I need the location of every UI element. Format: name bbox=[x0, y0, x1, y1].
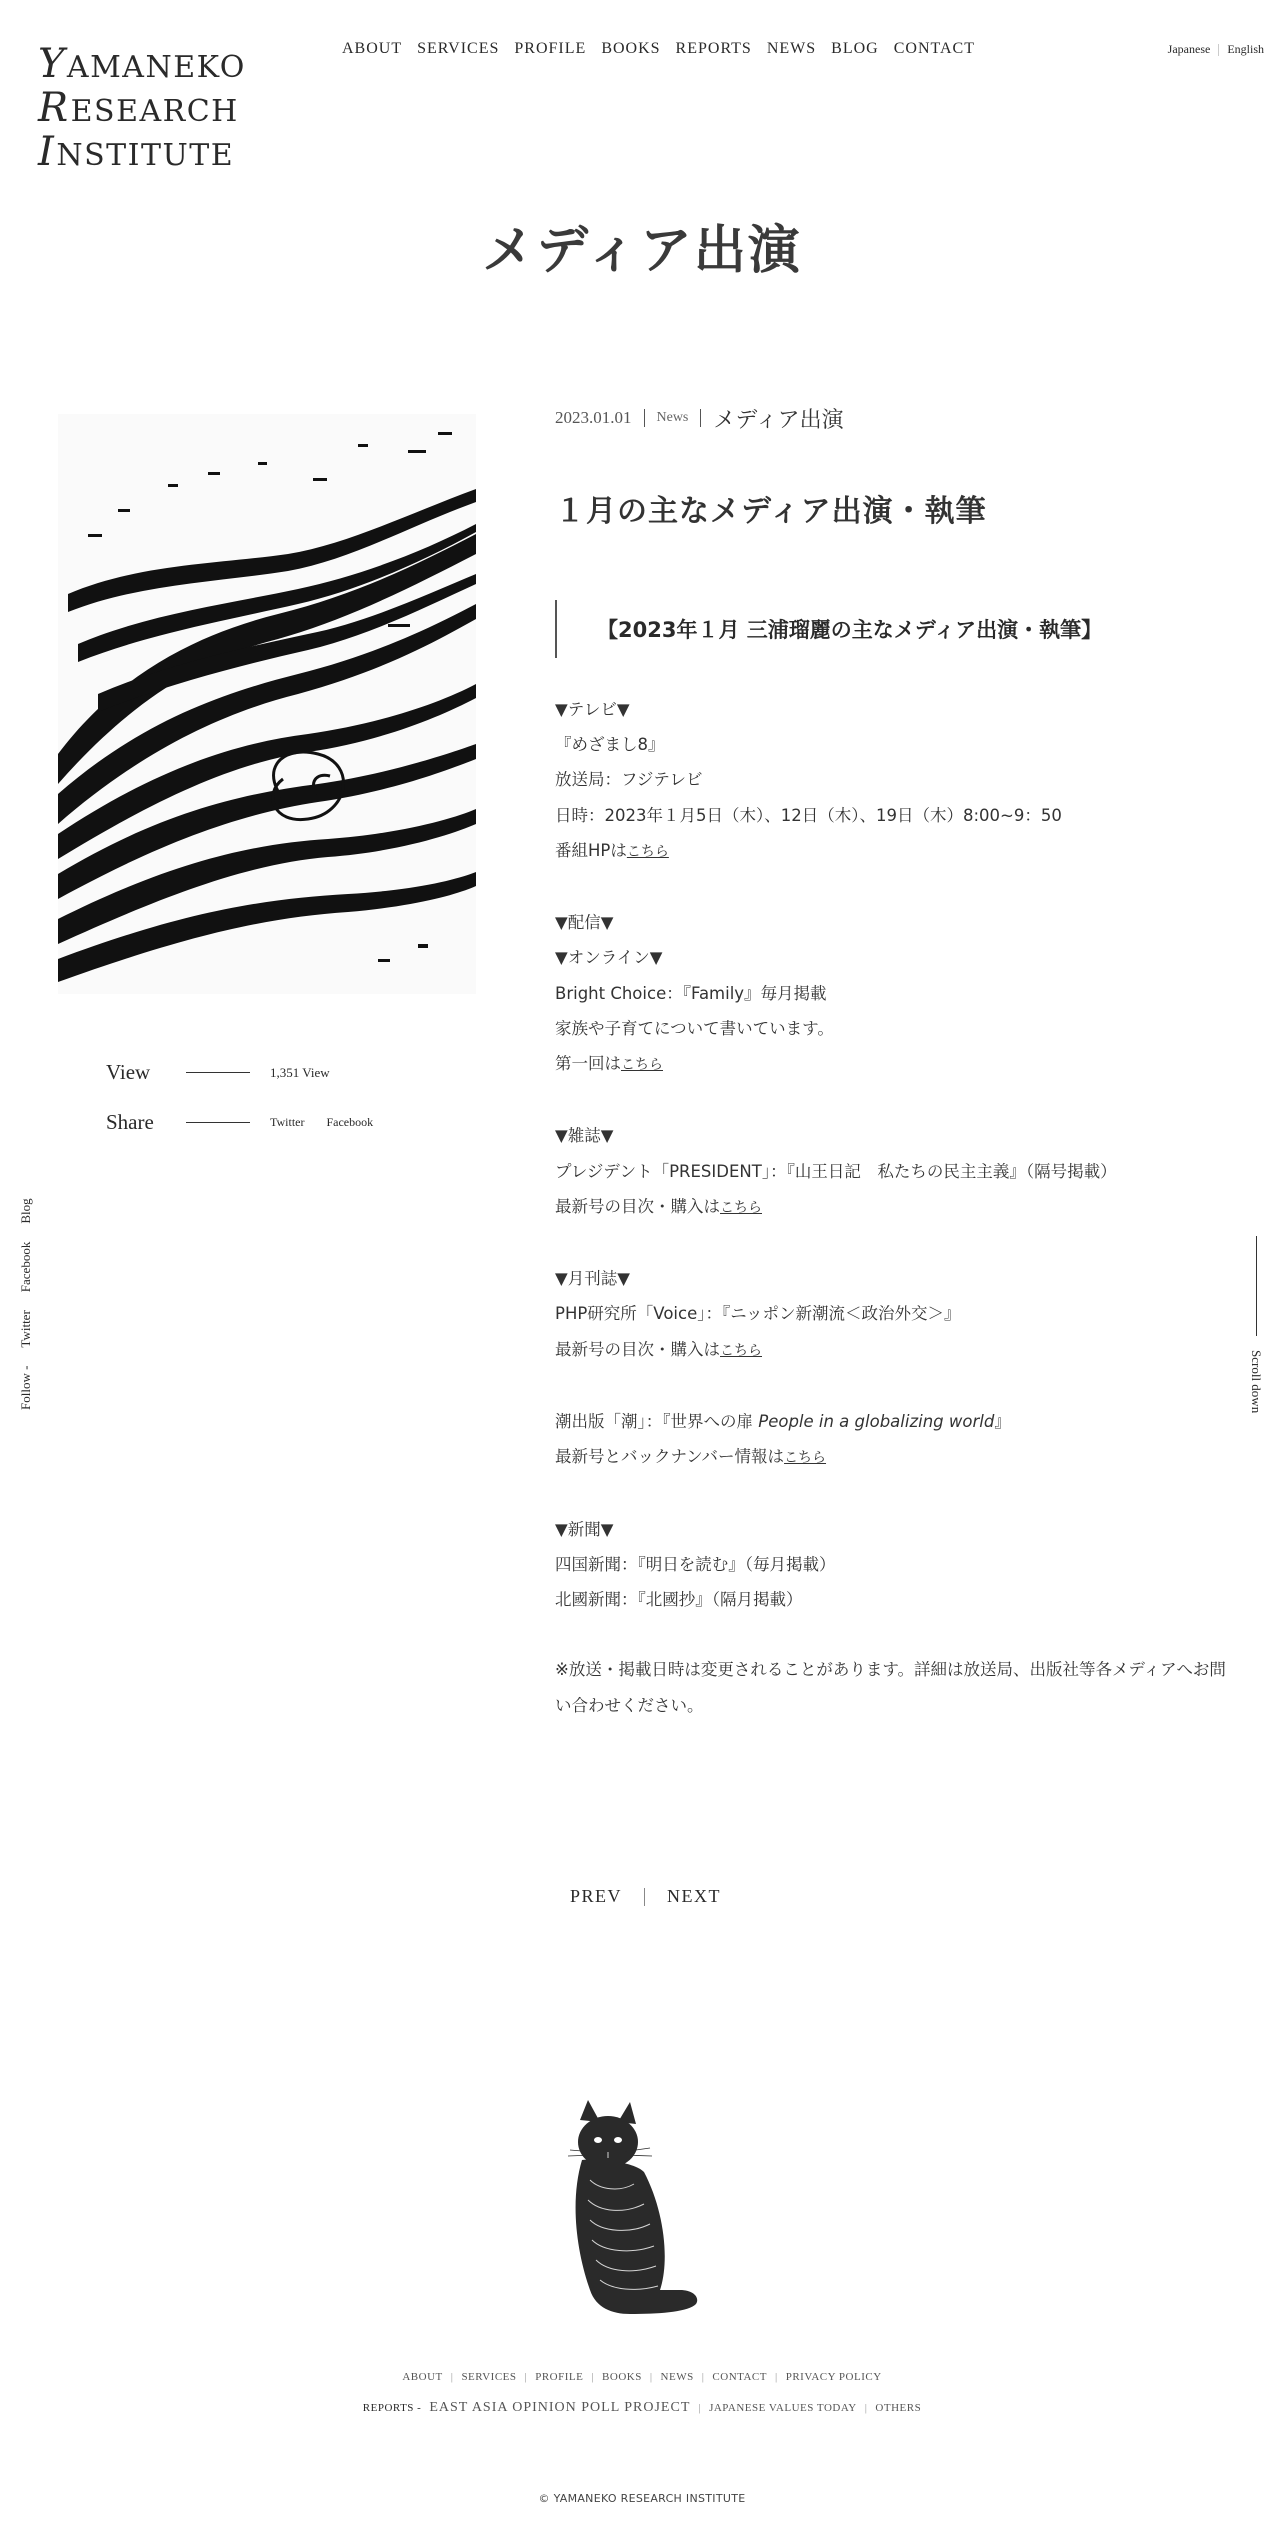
magazine-line-1: プレジデント「PRESIDENT」：『山王日記 私たちの民主主義』（隔号掲載） bbox=[555, 1161, 1117, 1181]
footer-sep: | bbox=[524, 2371, 528, 2383]
share-twitter-link[interactable]: Twitter bbox=[270, 1115, 305, 1129]
logo-line-1: YAMANEKO bbox=[38, 41, 246, 87]
nav-news[interactable]: NEWS bbox=[766, 40, 817, 57]
footer-services-link[interactable]: SERVICES bbox=[461, 2371, 517, 2383]
tv-dates: 日時：2023年１月5日（木）、12日（木）、19日（木）8:00~9：50 bbox=[555, 805, 1062, 825]
footer-reports-nav bbox=[0, 2400, 1284, 2416]
nav-profile[interactable]: PROFILE bbox=[514, 40, 587, 57]
language-switcher bbox=[1168, 42, 1264, 57]
footer-sep: | bbox=[864, 2402, 868, 2414]
schedule-note: ※放送・掲載日時は変更されることがあります。詳細は放送局、出版社等各メディアへお問い合わせください。 bbox=[555, 1660, 1226, 1715]
monthly-line-1: PHP研究所「Voice」：『ニッポン新潮流＜政治外交＞』 bbox=[555, 1304, 961, 1324]
footer-others-link[interactable]: OTHERS bbox=[875, 2402, 922, 2414]
section-stream-heading: ▼配信▼ bbox=[555, 913, 614, 933]
spacer bbox=[555, 1476, 1235, 1511]
footer-about-link[interactable]: ABOUT bbox=[402, 2371, 443, 2383]
magazine-toc-line: 最新号の目次・購入はこちら bbox=[555, 1196, 762, 1216]
footer-sep: | bbox=[591, 2371, 595, 2383]
view-label: View bbox=[106, 1060, 151, 1084]
newspaper-line-1: 四国新聞：『明日を読む』（毎月掲載） bbox=[555, 1554, 836, 1574]
nav-blog[interactable]: BLOG bbox=[831, 40, 879, 57]
site-logo[interactable] bbox=[38, 41, 246, 176]
footer-books-link[interactable]: BOOKS bbox=[602, 2371, 642, 2383]
spacer bbox=[555, 1369, 1235, 1404]
post-meta bbox=[555, 398, 1235, 438]
meta-divider bbox=[644, 409, 645, 427]
post-body bbox=[555, 692, 1235, 1723]
follow-facebook-link[interactable]: Facebook bbox=[18, 1241, 33, 1293]
next-post-link[interactable]: NEXT bbox=[667, 1886, 722, 1906]
footer-nav bbox=[0, 2371, 1284, 2383]
monthly-toc-link[interactable]: こちら bbox=[720, 1342, 762, 1359]
prev-post-link[interactable]: PREV bbox=[570, 1886, 623, 1906]
lang-japanese[interactable]: Japanese bbox=[1167, 42, 1211, 56]
post-pager bbox=[570, 1886, 721, 1907]
follow-label: Follow - bbox=[18, 1365, 33, 1410]
scroll-down-label: Scroll down bbox=[1249, 1350, 1264, 1414]
wave-illustration-image bbox=[58, 414, 476, 994]
follow-blog-link[interactable]: Blog bbox=[18, 1198, 33, 1224]
nav-about[interactable]: ABOUT bbox=[342, 40, 403, 57]
section-monthly-heading: ▼月刊誌▼ bbox=[555, 1269, 630, 1289]
lang-divider bbox=[1218, 44, 1219, 56]
spacer bbox=[555, 870, 1235, 905]
magazine-toc-link[interactable]: こちら bbox=[720, 1199, 762, 1216]
follow-twitter-link[interactable]: Twitter bbox=[18, 1310, 33, 1348]
scroll-down-indicator[interactable] bbox=[1248, 1236, 1264, 1413]
page-title: メディア出演 bbox=[482, 221, 802, 281]
post-lead: 【2023年１月 三浦瑠麗の主なメディア出演・執筆】 bbox=[555, 600, 1235, 658]
tv-station: 放送局：フジテレビ bbox=[555, 770, 703, 790]
tv-program: 『めざまし8』 bbox=[555, 735, 665, 755]
section-newspaper-heading: ▼新聞▼ bbox=[555, 1519, 614, 1539]
spacer bbox=[555, 1083, 1235, 1118]
footer-sep: | bbox=[450, 2371, 454, 2383]
section-online-heading: ▼オンライン▼ bbox=[555, 948, 663, 968]
footer-profile-link[interactable]: PROFILE bbox=[535, 2371, 584, 2383]
online-line-1: Bright Choice：『Family』毎月掲載 bbox=[555, 983, 827, 1003]
pager-divider bbox=[644, 1888, 645, 1906]
logo-line-2: RESEARCH bbox=[38, 85, 239, 131]
share-label: Share bbox=[106, 1110, 154, 1134]
view-count-row bbox=[106, 1060, 330, 1085]
post-article bbox=[555, 398, 1235, 1723]
ushio-backnumber-line: 最新号とバックナンバー情報はこちら bbox=[555, 1447, 827, 1467]
footer-news-link[interactable]: NEWS bbox=[660, 2371, 694, 2383]
footer-sep: | bbox=[775, 2371, 778, 2383]
post-headline: １月の主なメディア出演・執筆 bbox=[555, 494, 987, 529]
spacer bbox=[555, 1617, 1235, 1652]
online-line-2: 家族や子育てについて書いています。 bbox=[555, 1018, 834, 1038]
share-divider bbox=[186, 1122, 250, 1123]
nav-reports[interactable]: REPORTS bbox=[675, 40, 752, 57]
ushio-line: 潮出版「潮」：『世界への扉 People in a globalizing world』 bbox=[555, 1412, 1011, 1431]
online-line-3: 第一回はこちら bbox=[555, 1054, 663, 1074]
post-category-link[interactable]: News bbox=[656, 410, 689, 425]
follow-links bbox=[18, 1198, 34, 1410]
newspaper-line-2: 北國新聞：『北國抄』（隔月掲載） bbox=[555, 1590, 803, 1609]
online-first-link[interactable]: こちら bbox=[621, 1057, 663, 1074]
view-divider bbox=[186, 1072, 250, 1073]
lang-english[interactable]: English bbox=[1227, 42, 1264, 56]
copyright: © YAMANEKO RESEARCH INSTITUTE bbox=[538, 2492, 746, 2505]
tv-hp-line: 番組HPはこちら bbox=[555, 840, 669, 860]
post-date: 2023.01.01 bbox=[555, 408, 632, 427]
monthly-toc-line: 最新号の目次・購入はこちら bbox=[555, 1339, 762, 1359]
nav-services[interactable]: SERVICES bbox=[417, 40, 500, 57]
share-row bbox=[106, 1110, 395, 1135]
cat-illustration-image bbox=[560, 2100, 710, 2324]
ushio-backnumber-link[interactable]: こちら bbox=[784, 1450, 827, 1467]
footer-contact-link[interactable]: CONTACT bbox=[712, 2371, 767, 2383]
footer-reports-label: REPORTS - bbox=[362, 2402, 422, 2414]
post-tag-link[interactable]: メディア出演 bbox=[713, 407, 844, 433]
section-tv-heading: ▼テレビ▼ bbox=[555, 700, 630, 719]
view-count: 1,351 View bbox=[270, 1064, 330, 1080]
logo-line-3: INSTITUTE bbox=[38, 129, 235, 175]
footer-privacy-link[interactable]: PRIVACY POLICY bbox=[785, 2371, 882, 2383]
spacer bbox=[555, 1226, 1235, 1261]
section-magazine-heading: ▼雑誌▼ bbox=[555, 1126, 614, 1146]
footer-jvt-link[interactable]: JAPANESE VALUES TODAY bbox=[709, 2402, 857, 2414]
footer-sep: | bbox=[701, 2371, 705, 2383]
tv-hp-link[interactable]: こちら bbox=[626, 843, 669, 860]
share-facebook-link[interactable]: Facebook bbox=[326, 1115, 374, 1129]
global-nav bbox=[342, 40, 975, 58]
footer-sep: | bbox=[698, 2402, 702, 2414]
nav-books[interactable]: BOOKS bbox=[601, 40, 661, 57]
footer-eaop-link[interactable]: EAST ASIA OPINION POLL PROJECT bbox=[429, 2400, 691, 2415]
scroll-line bbox=[1256, 1236, 1257, 1336]
meta-divider bbox=[700, 409, 701, 427]
nav-contact[interactable]: CONTACT bbox=[893, 40, 975, 57]
post-thumbnail bbox=[58, 414, 476, 994]
footer-sep: | bbox=[649, 2371, 653, 2383]
